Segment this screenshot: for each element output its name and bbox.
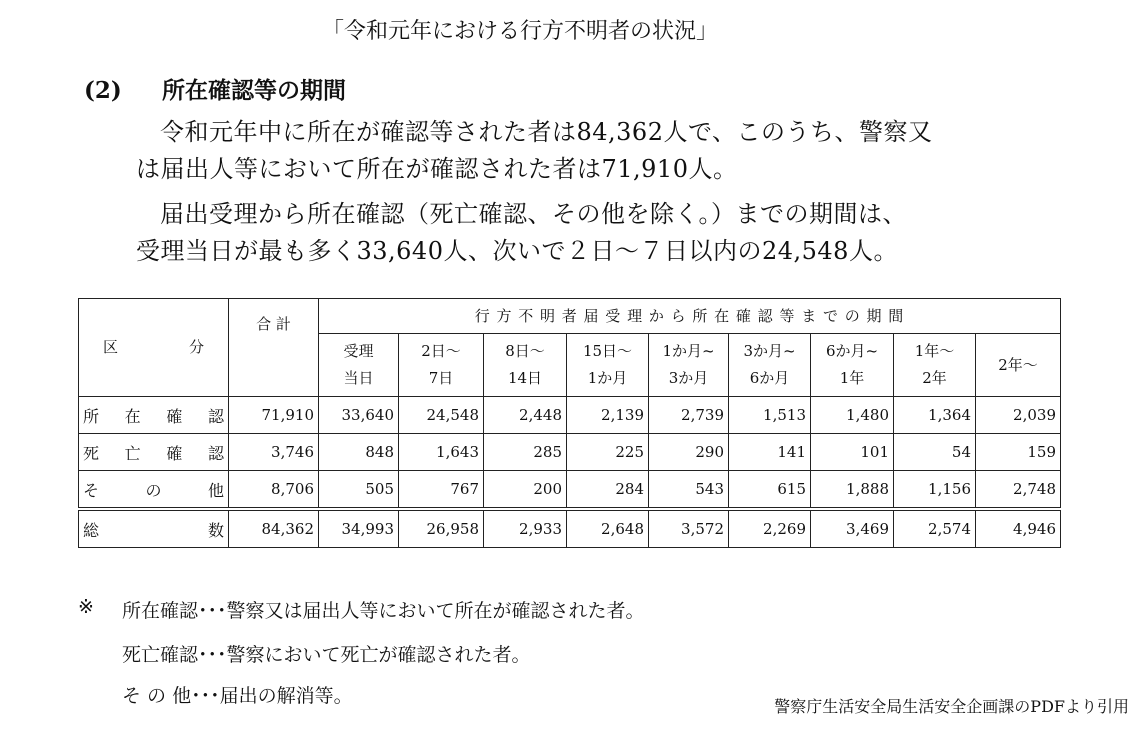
row-label-char: 認: [207, 406, 224, 426]
row-label-char: 確: [166, 443, 183, 463]
column-header: [649, 334, 729, 397]
column-header-line: 2日～: [421, 342, 461, 360]
row-label-char: 他: [207, 480, 224, 500]
note-line: 死亡確認･･･警察において死亡が確認された者。: [122, 644, 531, 666]
column-header: [894, 334, 976, 397]
column-header-line: 8日～: [505, 342, 545, 360]
section-title: 所在確認等の期間: [162, 77, 346, 104]
cell-value: 1,888: [811, 471, 894, 510]
column-header-line: 15日～: [582, 342, 633, 360]
column-header-line: 7日: [428, 369, 454, 387]
citation: 警察庁生活安全局生活安全企画課のPDFより引用: [774, 697, 1129, 716]
row-total: 3,746: [229, 434, 319, 471]
row-total: 84,362: [229, 509, 319, 548]
row-total: 8,706: [229, 471, 319, 510]
cell-value: 2,039: [976, 397, 1061, 434]
cell-value: 2,739: [649, 397, 729, 434]
column-header: [567, 334, 649, 397]
cell-value: 141: [729, 434, 811, 471]
note-line: 所在確認･･･警察又は届出人等において所在が確認された者。: [122, 600, 645, 622]
row-label-char: 所: [83, 406, 100, 426]
cell-value: 2,269: [729, 509, 811, 548]
row-label: [79, 434, 229, 471]
column-header-line: 2年～: [998, 355, 1038, 374]
cell-value: 1,513: [729, 397, 811, 434]
row-label-char: そ: [83, 480, 100, 500]
note-mark: ※: [78, 596, 94, 618]
corner-text: 区: [103, 338, 119, 356]
column-header-line: 3か月~: [743, 342, 796, 360]
total-header: 合 計: [229, 299, 319, 397]
paragraph-line: は届出人等において所在が確認された者は71,910人。: [136, 155, 738, 183]
cell-value: 615: [729, 471, 811, 510]
cell-value: 54: [894, 434, 976, 471]
cell-value: 543: [649, 471, 729, 510]
cell-value: 284: [567, 471, 649, 510]
corner-header: [79, 299, 229, 397]
cell-value: 24,548: [399, 397, 484, 434]
cell-value: 848: [319, 434, 399, 471]
cell-value: 34,993: [319, 509, 399, 548]
table-row: [79, 434, 1061, 471]
note-line: そ の 他･･･届出の解消等。: [122, 685, 353, 707]
cell-value: 2,139: [567, 397, 649, 434]
column-header-line: 1か月: [587, 369, 628, 387]
cell-value: 101: [811, 434, 894, 471]
cell-value: 1,364: [894, 397, 976, 434]
period-table: [78, 298, 1061, 548]
cell-value: 3,572: [649, 509, 729, 548]
row-total: 71,910: [229, 397, 319, 434]
column-header-line: 当日: [343, 369, 374, 387]
paragraph-line: 届出受理から所在確認（死亡確認、その他を除く。）までの期間は、: [160, 200, 908, 228]
cell-value: 290: [649, 434, 729, 471]
cell-value: 26,958: [399, 509, 484, 548]
column-header-line: 6か月: [749, 369, 790, 387]
column-header-line: 3か月: [668, 369, 709, 387]
cell-value: 285: [484, 434, 567, 471]
row-label-char: 総: [83, 520, 100, 540]
cell-value: 200: [484, 471, 567, 510]
cell-value: 2,448: [484, 397, 567, 434]
row-label-char: 数: [207, 520, 224, 540]
cell-value: 4,946: [976, 509, 1061, 548]
cell-value: 2,933: [484, 509, 567, 548]
section-number: (2): [84, 77, 122, 104]
column-header: [484, 334, 567, 397]
row-label-char: の: [145, 480, 162, 500]
row-label-char: 確: [166, 406, 183, 426]
row-label: [79, 397, 229, 434]
cell-value: 2,748: [976, 471, 1061, 510]
column-header: [976, 334, 1061, 397]
cell-value: 33,640: [319, 397, 399, 434]
cell-value: 1,480: [811, 397, 894, 434]
cell-value: 767: [399, 471, 484, 510]
column-header-line: 1か月~: [662, 342, 715, 360]
section-heading: [84, 72, 346, 105]
row-label-char: 在: [124, 406, 141, 426]
row-label-char: 死: [83, 443, 100, 463]
cell-value: 159: [976, 434, 1061, 471]
column-header-line: 1年～: [914, 342, 955, 360]
document-title: 「令和元年における行方不明者の状況」: [321, 19, 718, 44]
paragraph-line: 令和元年中に所在が確認等された者は84,362人で、このうち、警察又: [160, 118, 933, 146]
column-header-line: 2年: [922, 369, 947, 387]
cell-value: 1,643: [399, 434, 484, 471]
cell-value: 3,469: [811, 509, 894, 548]
table-row: [79, 471, 1061, 510]
column-header: [729, 334, 811, 397]
column-header: [811, 334, 894, 397]
column-header: [399, 334, 484, 397]
column-header-line: 1年: [839, 369, 865, 387]
table-row: [79, 509, 1061, 548]
row-label: [79, 471, 229, 510]
cell-value: 505: [319, 471, 399, 510]
row-label: [79, 509, 229, 548]
row-label-char: 亡: [124, 443, 141, 463]
table-row: [79, 397, 1061, 434]
column-header-line: 14日: [507, 369, 543, 387]
row-label-char: 認: [207, 443, 224, 463]
group-header: 行 方 不 明 者 届 受 理 か ら 所 在 確 認 等 ま で の 期 間: [319, 299, 1061, 334]
corner-text: 分: [188, 338, 204, 356]
column-header-line: 6か月~: [825, 342, 879, 360]
column-header: [319, 334, 399, 397]
column-header-line: 受理: [343, 342, 374, 360]
cell-value: 1,156: [894, 471, 976, 510]
cell-value: 2,574: [894, 509, 976, 548]
paragraph-line: 受理当日が最も多く33,640人、次いで２日～７日以内の24,548人。: [136, 237, 898, 265]
cell-value: 2,648: [567, 509, 649, 548]
cell-value: 225: [567, 434, 649, 471]
